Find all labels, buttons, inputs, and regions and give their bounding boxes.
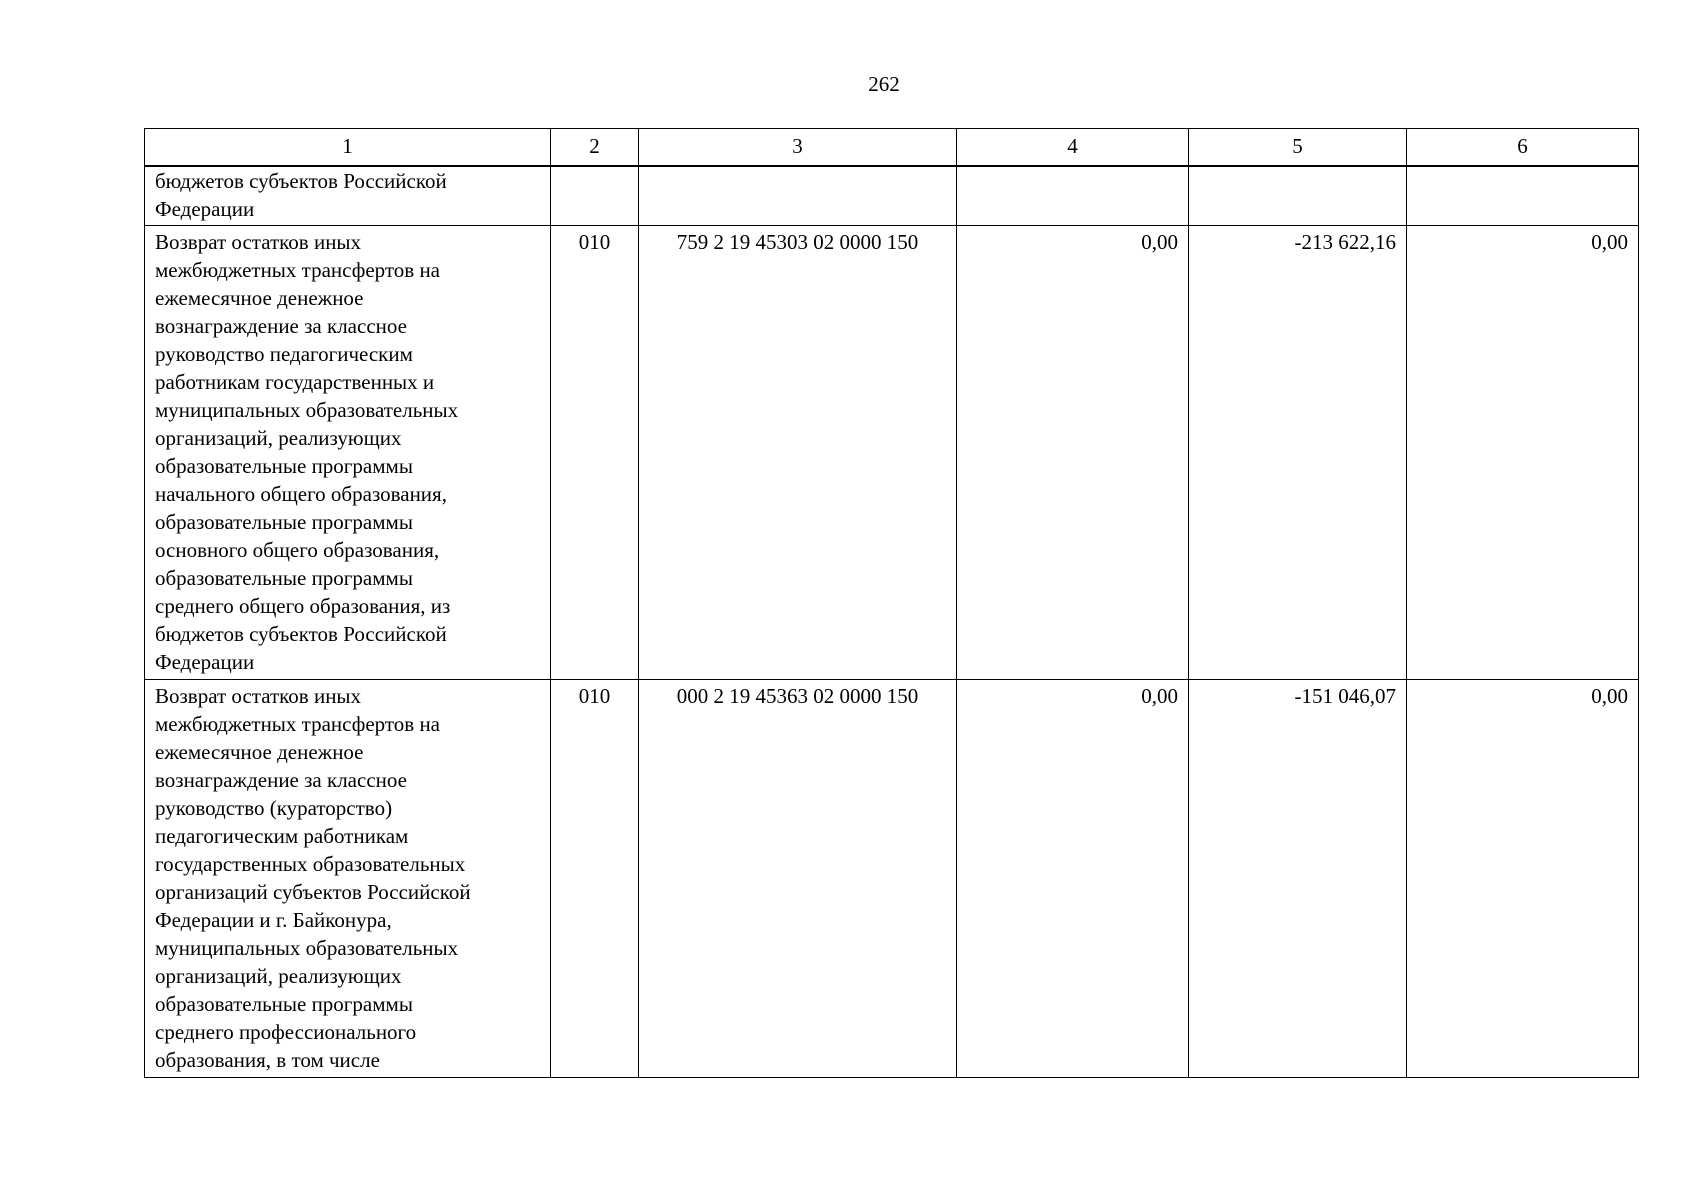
row-name: бюджетов субъектов Российской Федерации	[145, 166, 551, 226]
header-col-4: 4	[957, 129, 1189, 167]
header-col-6: 6	[1407, 129, 1639, 167]
header-col-2: 2	[551, 129, 639, 167]
row-kbk: 000 2 19 45363 02 0000 150	[639, 680, 957, 1078]
row-kbk	[639, 166, 957, 226]
row-code	[551, 166, 639, 226]
row-code: 010	[551, 680, 639, 1078]
table-row	[145, 166, 1639, 226]
table-row	[145, 680, 1639, 1078]
report-table	[144, 128, 1639, 1078]
header-row	[145, 129, 1639, 167]
row-kbk: 759 2 19 45303 02 0000 150	[639, 226, 957, 680]
row-code: 010	[551, 226, 639, 680]
row-col5	[1189, 166, 1407, 226]
table-body	[145, 166, 1639, 1078]
table-header	[145, 129, 1639, 167]
row-col4: 0,00	[957, 226, 1189, 680]
table-row	[145, 226, 1639, 680]
row-name: Возврат остатков иных межбюджетных трансфертов на ежемесячное денежное вознаграждение за классное руководство (кураторство) педагогическим работникам государственных образовательных организаций субъектов Российской Федерации и г. Байконура, муниципальных образовательных организаций, реализующих образовательные программы среднего профессионального образования, в том числе	[145, 680, 551, 1078]
row-col6: 0,00	[1407, 226, 1639, 680]
row-col4	[957, 166, 1189, 226]
row-name: Возврат остатков иных межбюджетных трансфертов на ежемесячное денежное вознаграждение за классное руководство педагогическим работникам государственных и муниципальных образовательных организаций, реализующих образовательные программы начального общего образования, образовательные программы основного общего образования, образовательные программы среднего общего образования, из бюджетов субъектов Российской Федерации	[145, 226, 551, 680]
row-col6: 0,00	[1407, 680, 1639, 1078]
header-col-3: 3	[639, 129, 957, 167]
row-col6	[1407, 166, 1639, 226]
header-col-1: 1	[145, 129, 551, 167]
page-number: 262	[868, 72, 900, 96]
header-col-5: 5	[1189, 129, 1407, 167]
row-col5: -213 622,16	[1189, 226, 1407, 680]
row-col5: -151 046,07	[1189, 680, 1407, 1078]
row-col4: 0,00	[957, 680, 1189, 1078]
